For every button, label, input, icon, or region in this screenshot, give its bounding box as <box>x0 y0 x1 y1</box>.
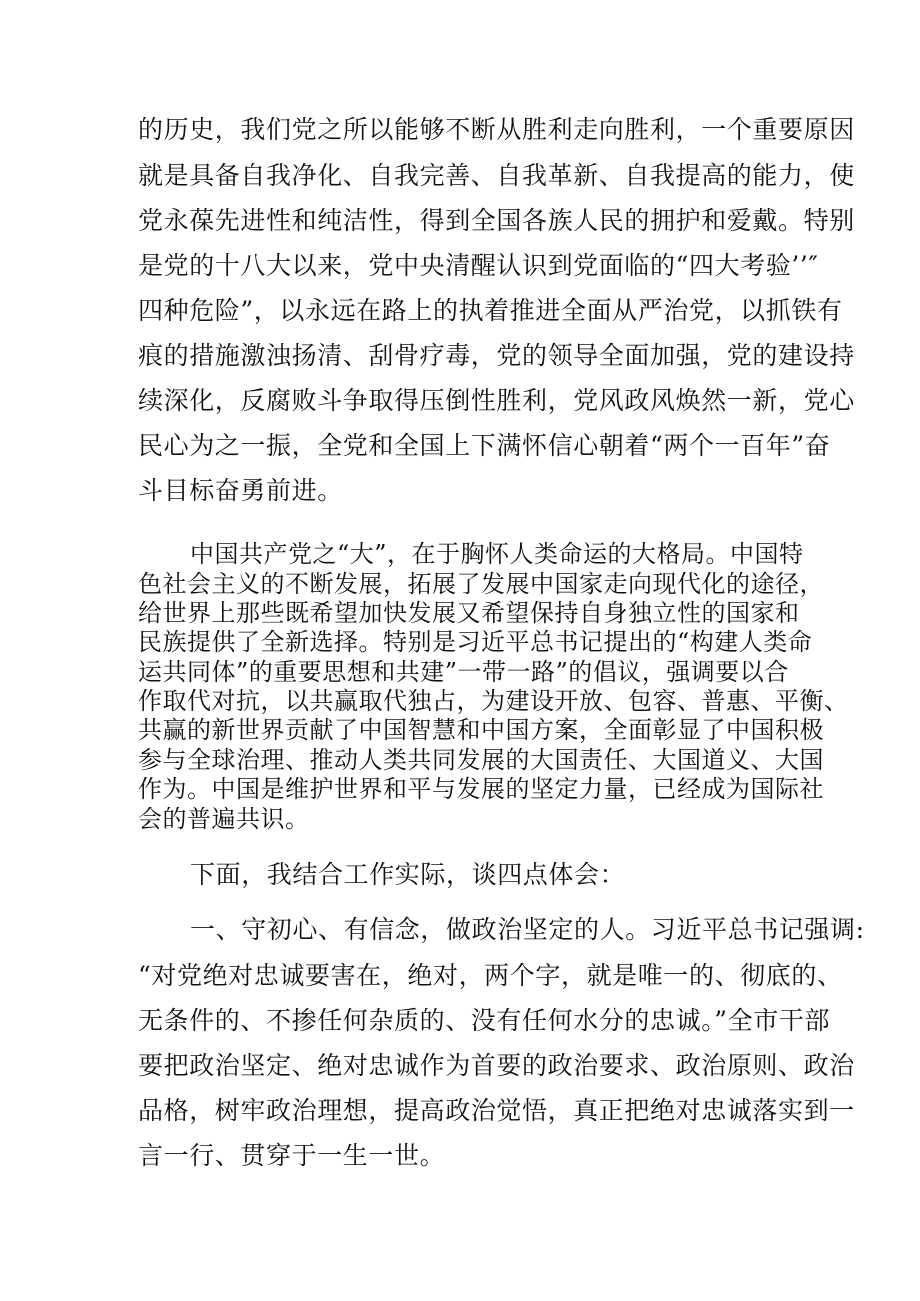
text-line: 要把政治坚定、绝对忠诚作为首要的政治要求、政治原则、政治 <box>138 1051 855 1080</box>
text-line: 会的普遍共识。 <box>138 805 310 833</box>
text-line: “对党绝对忠诚要害在，绝对，两个字，就是唯一的、彻底的、 <box>138 961 843 990</box>
text-line: 作为。中国是维护世界和平与发展的坚定力量，已经成为国际社 <box>138 775 824 803</box>
text-line: 作取代对抗，以共赢取代独占，为建设开放、包容、普惠、平衡、 <box>138 687 849 715</box>
text-line: 民心为之一振，全党和全国上下满怀信心朝着“两个一百年”奋 <box>138 431 831 460</box>
text-line: 党永葆先进性和纯洁性，得到全国各族人民的拥护和爱戴。特别 <box>138 206 855 235</box>
text-line: 运共同体”的重要思想和共建”一带一路”的倡议，强调要以合 <box>138 658 789 686</box>
text-line: 痕的措施激浊扬清、刮骨疗毒，党的领导全面加强，党的建设持 <box>138 341 855 370</box>
text-line: 色社会主义的不断发展，拓展了发展中国家走向现代化的途径， <box>138 570 824 598</box>
text-line: 民族提供了全新选择。特别是习近平总书记提出的“构建人类命 <box>138 628 813 656</box>
text-line: 一、守初心、有信念，做政治坚定的人。习近平总书记强调: <box>190 915 865 944</box>
text-line: 品格，树牢政治理想，提高政治觉悟，真正把绝对忠诚落实到一 <box>138 1096 855 1125</box>
text-line: 续深化，反腐败斗争取得压倒性胜利，党风政风焕然一新，党心 <box>138 386 855 415</box>
text-line: 是党的十八大以来，党中央清醒认识到党面临的“四大考验’’″ <box>138 251 819 280</box>
text-line: 四种危险”，以永远在路上的执着推进全面从严治党，以抓铁有 <box>138 296 843 325</box>
text-line: 的历史，我们党之所以能够不断从胜利走向胜利，一个重要原因 <box>138 115 855 144</box>
text-line: 共赢的新世界贡献了中国智慧和中国方案，全面彰显了中国积极 <box>138 716 824 744</box>
text-line: 给世界上那些既希望加快发展又希望保持自身独立性的国家和 <box>138 599 800 627</box>
text-line: 参与全球治理、推动人类共同发展的大国责任、大国道义、大国 <box>138 746 824 774</box>
text-line: 就是具备自我净化、自我完善、自我革新、自我提高的能力，使 <box>138 161 855 190</box>
text-line: 下面，我结合工作实际，谈四点体会： <box>190 860 626 889</box>
text-line: 言一行、贯穿于一生一世。 <box>138 1141 446 1170</box>
text-line: 中国共产党之“大”，在于胸怀人类命运的大格局。中国特 <box>190 540 804 568</box>
text-line: 无条件的、不掺任何杂质的、没有任何水分的忠诚。”全市干部 <box>138 1006 831 1035</box>
text-line: 斗目标奋勇前进。 <box>138 476 343 505</box>
